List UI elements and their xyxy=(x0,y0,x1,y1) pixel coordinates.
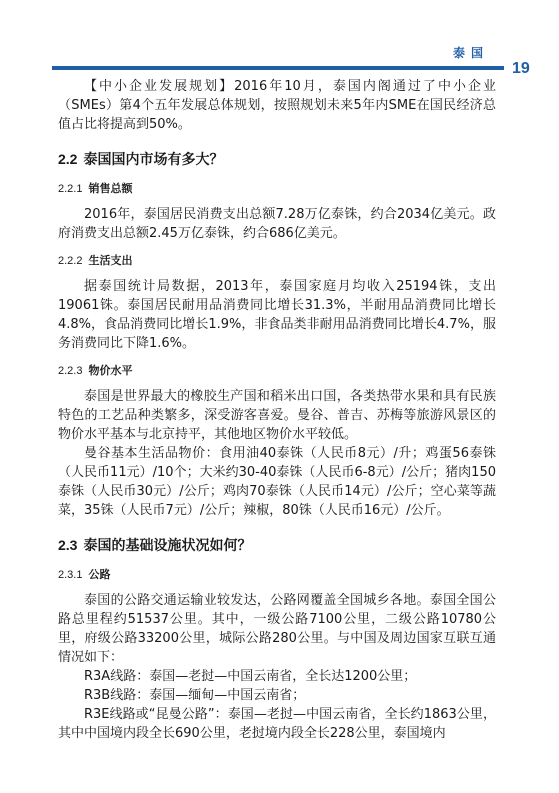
route-r3b: R3B线路：泰国—缅甸—中国云南省； xyxy=(84,688,306,703)
subsection-number: 2.3.1 xyxy=(58,569,83,581)
section-heading-2-2 xyxy=(58,148,496,171)
intro-paragraph: 【中小企业发展规划】2016年10月，泰国内阁通过了中小企业（SMEs）第4个五年发展总体规划，按照规划未来5年内SME在国民经济总值占比将提高到50%。 xyxy=(58,79,496,132)
sales-total-paragraph: 2016年，泰国居民消费支出总额7.28万亿泰铢，约合2034亿美元。政府消费支出总额2.45万亿泰铢，约合686亿美元。 xyxy=(58,207,496,241)
route-r3e: R3E线路或“昆曼公路”：泰国—老挝—中国云南省，全长约1863公里，其中中国境内段全长690公里，老挝境内段全长228公里，泰国境内 xyxy=(58,707,496,741)
subsection-title: 销售总额 xyxy=(88,182,133,195)
section-number: 2.2 xyxy=(58,151,78,167)
subsection-heading-2-2-1 xyxy=(58,181,496,197)
subsection-number: 2.2.3 xyxy=(58,365,83,377)
bangkok-prices-paragraph: 曼谷基本生活品物价：食用油40泰铢（人民币8元）/升；鸡蛋56泰铢（人民币11元）/10个；大米约30-40泰铢（人民币6-8元）/公斤；猪肉150泰铢（人民币30元）/公斤；鸡肉70泰铢（人民币14元）/公斤；空心菜等蔬菜，35铢（人民币7元）/公斤；辣椒，80铢（人民币16元）/公斤。 xyxy=(58,446,496,518)
route-r3a: R3A线路：泰国—老挝—中国云南省，全长达1200公里； xyxy=(84,669,417,684)
running-header-label: 泰国 xyxy=(453,46,490,60)
subsection-title: 生活支出 xyxy=(88,254,133,267)
section-title: 泰国的基础设施状况如何？ xyxy=(83,538,252,554)
living-expense-paragraph: 据泰国统计局数据，2013年，泰国家庭月均收入25194铢，支出19061铢。泰国居民耐用品消费同比增长31.3%，半耐用品消费同比增长4.8%，食品消费同比增长1.9%，非食品类非耐用品消费同比增长4.7%，服务消费同比下降1.6%。 xyxy=(58,279,496,351)
subsection-heading-2-2-3 xyxy=(58,363,496,379)
price-level-paragraph: 泰国是世界最大的橡胶生产国和稻米出口国，各类热带水果和具有民族特色的工艺品种类繁多，深受游客喜爱。曼谷、普吉、苏梅等旅游风景区的物价水平基本与北京持平，其他地区物价水平较低。 xyxy=(58,389,496,442)
page-body xyxy=(58,77,496,743)
section-number: 2.3 xyxy=(58,537,78,553)
header-rule xyxy=(52,66,504,70)
subsection-title: 物价水平 xyxy=(88,364,133,377)
subsection-heading-2-2-2 xyxy=(58,253,496,269)
subsection-number: 2.2.1 xyxy=(58,183,83,195)
subsection-heading-2-3-1 xyxy=(58,567,496,583)
highway-paragraph: 泰国的公路交通运输业较发达，公路网覆盖全国城乡各地。泰国全国公路总里程约51537公里。其中，一级公路7100公里，二级公路10780公里，府级公路33200公里，城际公路280公里。与中国及周边国家互联互通情况如下： xyxy=(58,593,496,665)
section-title: 泰国国内市场有多大？ xyxy=(83,152,224,168)
subsection-title: 公路 xyxy=(88,568,111,581)
subsection-number: 2.2.2 xyxy=(58,255,83,267)
page-number: 19 xyxy=(512,60,530,77)
section-heading-2-3 xyxy=(58,534,496,557)
